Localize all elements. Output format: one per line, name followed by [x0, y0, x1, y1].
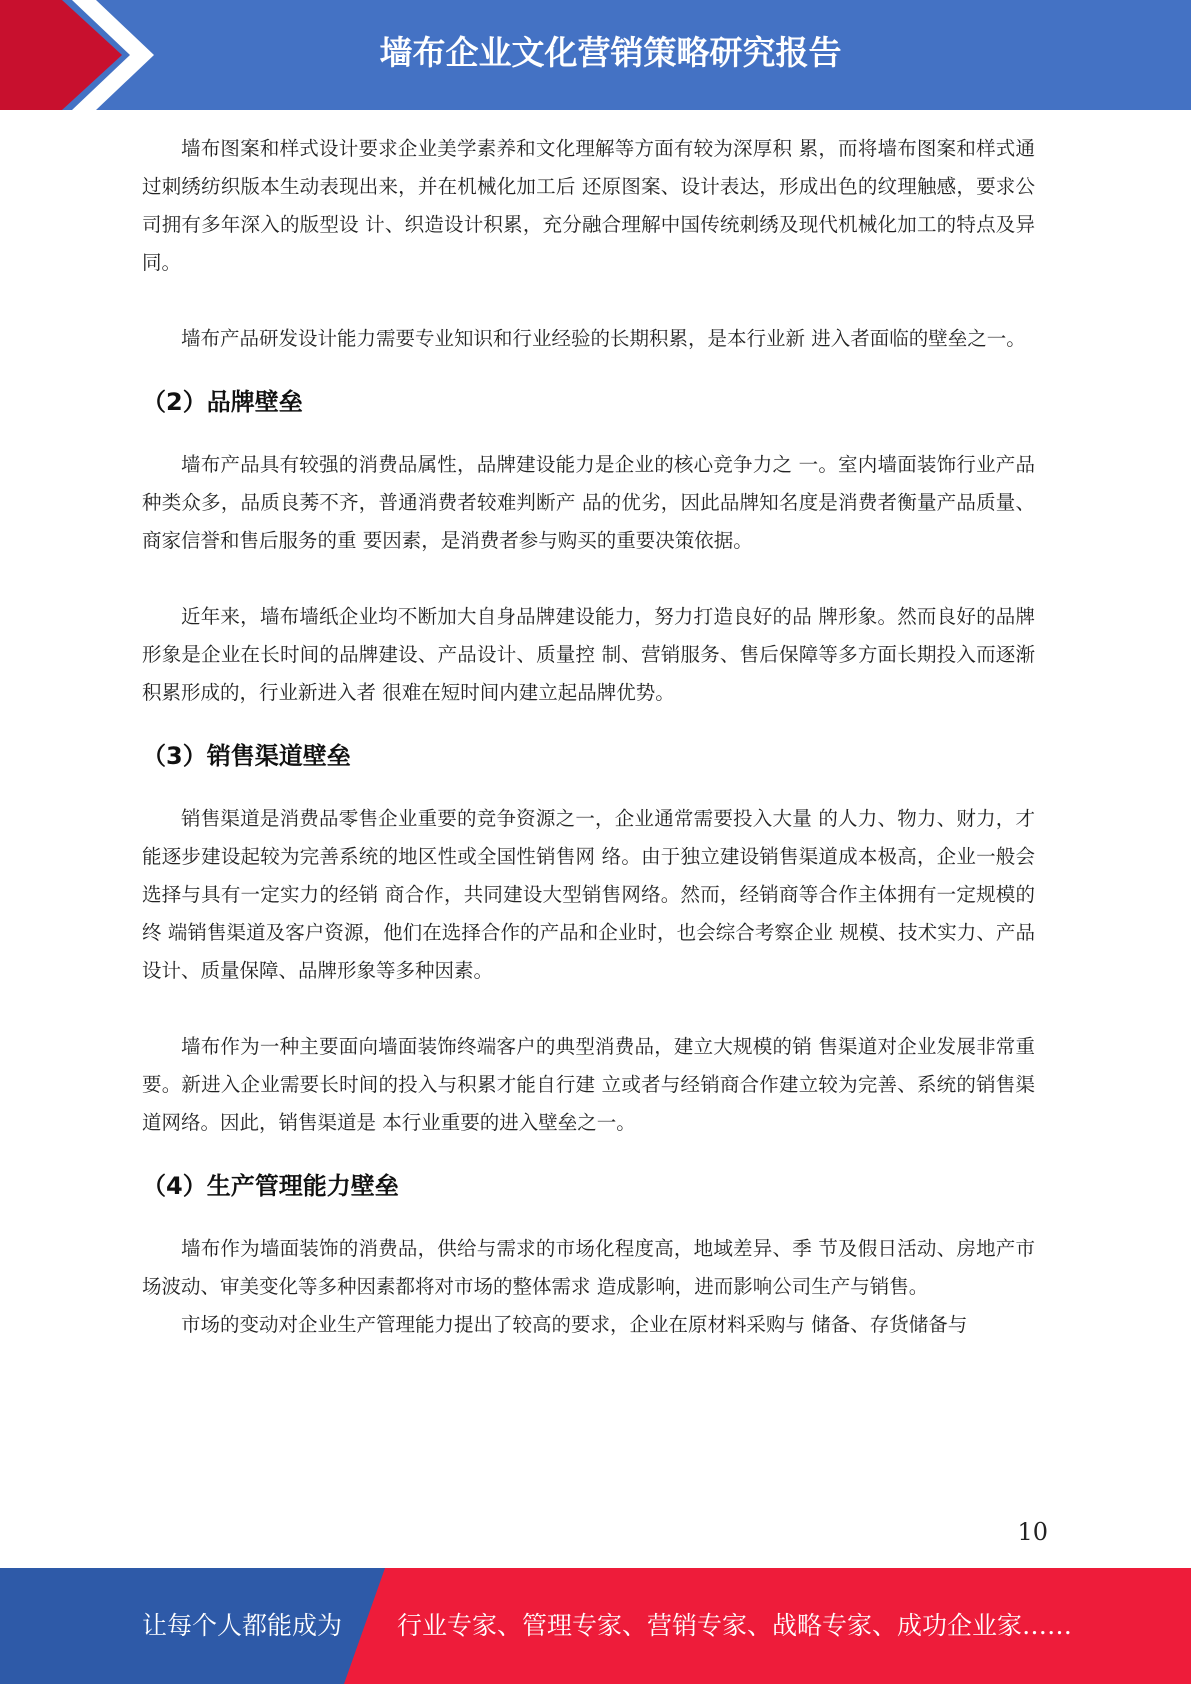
document-title: 墙布企业文化营销策略研究报告: [379, 33, 842, 72]
paragraph: 墙布产品研发设计能力需要专业知识和行业经验的长期积累，是本行业新 进入者面临的壁垒之一。: [181, 327, 1026, 350]
section-heading-sales-channel: （3）销售渠道壁垒: [142, 742, 351, 770]
page-number: 10: [1017, 1518, 1048, 1546]
page-footer: [0, 1568, 1191, 1684]
paragraph: 销售渠道是消费品零售企业重要的竞争资源之一，企业通常需要投入大量 的人力、物力、财力，才能逐步建设起较为完善系统的地区性或全国性销售网 络。由于独立建设销售渠道成本极高，企业一般会选择与具有一定实力的经销 商合作，共同建设大型销售网络。然而，经销商等合作主体拥有一定规模的终 端销售渠道及客户资源，他们在选择合作的产品和企业时，也会综合考察企业 规模、技术实力、产品设计、质量保障、品牌形象等多种因素。: [142, 807, 1035, 982]
paragraph: 墙布图案和样式设计要求企业美学素养和文化理解等方面有较为深厚积 累，而将墙布图案和样式通过刺绣纺织版本生动表现出来，并在机械化加工后 还原图案、设计表达，形成出色的纹理触感，要求公司拥有多年深入的版型设 计、织造设计积累，充分融合理解中国传统刺绣及现代机械化加工的特点及异 同。: [142, 137, 1035, 274]
footer-slogan-left: 让每个人都能成为: [142, 1611, 343, 1640]
paragraph: 墙布作为一种主要面向墙面装饰终端客户的典型消费品，建立大规模的销 售渠道对企业发展非常重要。新进入企业需要长时间的投入与积累才能自行建 立或者与经销商合作建立较为完善、系统的销售渠道网络。因此，销售渠道是 本行业重要的进入壁垒之一。: [142, 1035, 1035, 1134]
section-heading-production-management: （4）生产管理能力壁垒: [142, 1172, 399, 1200]
section-heading-brand: （2）品牌壁垒: [142, 388, 303, 416]
footer-slogan-right: 行业专家、管理专家、营销专家、战略专家、成功企业家……: [397, 1611, 1073, 1640]
paragraph: 墙布产品具有较强的消费品属性，品牌建设能力是企业的核心竞争力之 一。室内墙面装饰行业产品种类众多，品质良莠不齐，普通消费者较难判断产 品的优劣，因此品牌知名度是消费者衡量产品质量、商家信誉和售后服务的重 要因素，是消费者参与购买的重要决策依据。: [142, 453, 1035, 552]
paragraph: 市场的变动对企业生产管理能力提出了较高的要求，企业在原材料采购与 储备、存货储备与: [181, 1313, 968, 1336]
document-body: [142, 130, 1035, 1344]
paragraph: 墙布作为墙面装饰的消费品，供给与需求的市场化程度高，地域差异、季 节及假日活动、房地产市场波动、审美变化等多种因素都将对市场的整体需求 造成影响，进而影响公司生产与销售。: [142, 1237, 1035, 1298]
page-header: [0, 0, 1191, 110]
paragraph: 近年来，墙布墙纸企业均不断加大自身品牌建设能力，努力打造良好的品 牌形象。然而良好的品牌形象是企业在长时间的品牌建设、产品设计、质量控 制、营销服务、售后保障等多方面长期投入而逐渐积累形成的，行业新进入者 很难在短时间内建立起品牌优势。: [142, 605, 1035, 704]
